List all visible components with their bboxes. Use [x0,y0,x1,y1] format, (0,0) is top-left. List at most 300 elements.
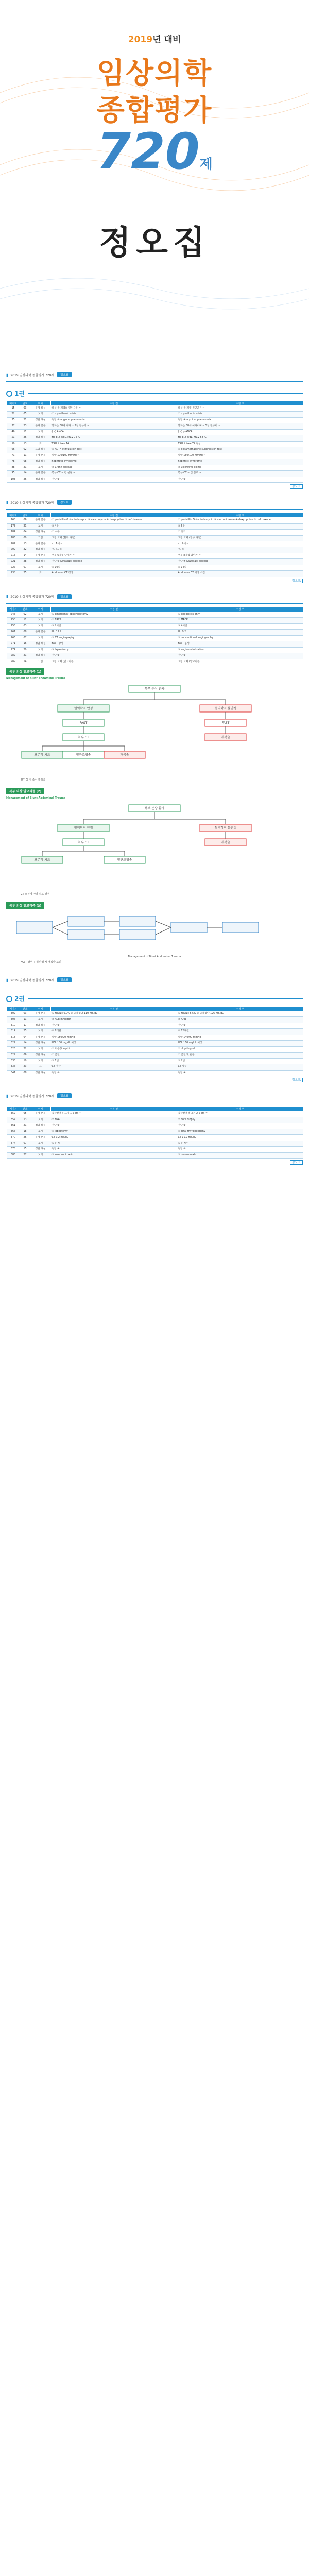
before-cell: Hb 8.2 g/dL, MCV 72 fL [51,435,177,441]
page-cell: 314 [7,1029,20,1035]
page-cell: 173 [7,523,20,529]
after-cell: ⑤ conventional angiography [177,635,303,641]
table-row [7,530,303,535]
before-cell: ⑤ 10일 [51,565,177,570]
before-cell: 환자는 38세 여자 ~ 3일 전부터 ~ [51,423,177,429]
before-cell: ① 수두 [51,530,177,535]
page-cell: 209 [7,547,20,553]
diagram-title-1: 복부 외상 알고리즘 (1) [6,668,44,675]
after-cell: ③ 6주 [177,523,303,529]
page-cell: 370 [7,1135,20,1141]
flow-node-fast-unstable: FAST [221,721,230,725]
after-cell: 정답 ② [177,653,303,659]
page-cell: 221 [7,559,20,565]
table-row [7,477,303,482]
number-cell: 17 [20,1023,30,1028]
svg-text:복부 CT: 복부 CT [78,841,89,844]
number-cell: 07 [20,1141,30,1146]
location-cell: 정답 해설 [30,1053,51,1058]
location-cell: 정답 해설 [30,653,51,659]
after-cell: ④ 12개월 [177,1029,303,1035]
location-cell: 정답 해설 [30,559,51,565]
before-cell: Abdomen CT 정상 [51,571,177,577]
table-row [7,1111,303,1117]
after-cell: ⑤ dexamethasone suppression test [177,447,303,453]
table-row [7,612,303,617]
page-tag: 정오표 [0,1076,309,1083]
cover-number: 720제 [96,123,213,180]
before-cell: 정답 ⑤ Kawasaki disease [51,559,177,565]
table-row [7,535,303,541]
table-row [7,471,303,477]
chapter-circle-icon [6,996,12,1002]
before-cell: ① HbA1c 6.0% ② 공복혈당 110 mg/dL [51,1011,177,1017]
book-icon: ▮ [6,500,9,505]
table-row [7,412,303,417]
table-row [7,1123,303,1129]
after-cell: 정답 ② [177,1123,303,1129]
location-cell: 정답 해설 [30,547,51,553]
number-cell: 04 [20,530,30,535]
table-row [7,1046,303,1052]
number-cell: 29 [20,647,30,653]
table-row [7,441,303,447]
before-cell: 정답 ① [51,1023,177,1028]
before-cell: ③ 4주 [51,523,177,529]
page-cell: 274 [7,647,20,653]
page-cell: 227 [7,565,20,570]
before-cell: (ㄱ) ANCA [51,429,177,435]
after-cell: 그림 교체 (환부 사진) [177,535,303,541]
page-cell: 329 [7,1053,20,1058]
table-header-row: 페이지 번호 위치 수정 전 수정 후 [7,401,303,406]
number-cell: 14 [20,1041,30,1046]
number-cell: 14 [20,471,30,477]
number-cell: 21 [20,465,30,470]
number-cell: 25 [20,1029,30,1035]
before-cell: ④ 6개월 [51,1029,177,1035]
page-cell: 366 [7,1129,20,1134]
before-cell: ④ lobectomy [51,1129,177,1134]
after-cell: Ca 11.2 mg/dL [177,1135,303,1141]
flow-node-laparotomy: 개복술 [221,736,230,739]
after-cell: ① antibiotics only [177,612,303,617]
svg-text:혈관조영술: 혈관조영술 [117,858,132,862]
location-cell: 보기 [30,647,51,653]
number-cell: 21 [20,653,30,659]
location-cell: 정답 해설 [30,1146,51,1152]
page-tag: 정오표 [0,483,309,489]
after-cell: TSH ↑ free T4 정상 [177,441,303,447]
page-cell: 78 [7,459,20,465]
page-cell: 374 [7,1141,20,1146]
location-cell: 문제 본문 [30,1035,51,1040]
page-cell: 383 [7,1153,20,1158]
after-cell: ⑤ 2년 [177,1058,303,1064]
before-cell: ㄴ. 1세 ~ [51,541,177,547]
after-cell: ① PTHrP [177,1141,303,1146]
book-icon: ▮ [6,372,9,377]
after-cell: ③ ARB [177,1017,303,1023]
table-row [7,559,303,565]
table-row [7,1011,303,1017]
location-cell: 문제 본문 [30,423,51,429]
after-cell: 정답 ③ [177,1023,303,1028]
number-cell: 07 [20,635,30,641]
page-cell: 306 [7,1017,20,1023]
before-cell: 생후 6개월 남아가 ~ [51,553,177,558]
after-cell: ② MRCP [177,618,303,623]
number-cell: 14 [20,553,30,558]
number-cell: 22 [20,1046,30,1052]
after-cell: LDL 160 mg/dL 이상 [177,1041,303,1046]
page-cell: 59 [7,441,20,447]
location-cell: 문제 본문 [30,1011,51,1017]
cover-year: 2019년 대비 [128,35,181,45]
location-cell: 보기 [30,523,51,529]
table-row [7,623,303,629]
after-cell: ③ angioembolization [177,647,303,653]
number-cell: 02 [20,447,30,453]
location-cell: 문제 본문 [30,453,51,459]
table-row [7,1058,303,1064]
page-cell: 250 [7,618,20,623]
page-cell: 357 [7,1117,20,1123]
location-cell: 보기 [30,623,51,629]
location-cell: 보기 [30,429,51,435]
page-cell: 184 [7,530,20,535]
table-row [7,1017,303,1023]
book-icon: ▮ [6,1093,9,1098]
table-row [7,547,303,553]
after-cell: FAST 음성 [177,641,303,647]
after-cell: 정답 ⑤ [177,1146,303,1152]
before-cell: ① myasthenic crisis [51,412,177,417]
table-row [7,423,303,429]
after-cell: (ㄱ) p-ANCA [177,429,303,435]
table-row [7,1053,303,1058]
svg-text:혈역학적 불안정: 혈역학적 불안정 [214,826,237,830]
svg-text:보존적 치료: 보존적 치료 [34,858,50,862]
chapter-heading-1: 1권 [0,385,309,401]
errata-table-2 [6,513,303,577]
page-cell: 37 [7,423,20,429]
location-cell: 정답 해설 [30,530,51,535]
number-cell: 22 [20,547,30,553]
page-cell: 95 [7,471,20,477]
flow-node-conservative: 보존적 치료 [34,753,50,757]
page-cell: 88 [7,465,20,470]
before-cell: ㄱ, ㄴ, ㄷ [51,547,177,553]
svg-text:혈역학적 안정: 혈역학적 안정 [74,826,93,830]
before-cell: 정답 ⑤ atypical pneumonia [51,417,177,423]
table-row [7,553,303,558]
location-cell: 보기 [30,1029,51,1035]
table-row [7,1070,303,1076]
number-cell: 23 [20,1064,30,1070]
diagram-title-3: 복부 외상 알고리즘 (3) [6,902,44,909]
number-cell: 08 [20,1070,30,1076]
after-cell: 혈압 160/100 mmHg ~ [177,453,303,459]
location-cell: 정답 해설 [30,477,51,482]
diagram-caption-3: Management of Blunt Abdominal Trauma [128,955,181,958]
number-cell: 08 [20,459,30,465]
table-row [7,641,303,647]
number-cell: 03 [20,623,30,629]
before-cell: Ca 9.2 mg/dL [51,1135,177,1141]
page-cell: 341 [7,1070,20,1076]
table-row [7,1041,303,1046]
before-cell: LDL 130 mg/dL 이상 [51,1041,177,1046]
location-cell: 문제 본문 [30,541,51,547]
location-cell: 보기 [30,1046,51,1052]
diagram-title-2: 복부 외상 알고리즘 (2) [6,788,44,794]
before-cell: ① PTH [51,1141,177,1146]
cover [0,0,309,371]
table-row [7,1117,303,1123]
page-cell: 282 [7,653,20,659]
location-cell: 문제 해설 [30,406,51,412]
table-row [7,459,303,465]
number-cell: 23 [20,423,30,429]
number-cell: 02 [20,612,30,617]
after-cell: ① myasthenic crisis [177,412,303,417]
table-row [7,1141,303,1146]
errata-table-3 [6,607,303,665]
after-cell: ① 홍역 [177,530,303,535]
after-cell: Hb 8.2 g/dL, MCV 68 fL [177,435,303,441]
page-cell: 378 [7,1146,20,1152]
table-row [7,618,303,623]
before-cell: 정답 ⑤ [51,1070,177,1076]
location-cell: 정답 해설 [30,459,51,465]
page-cell: 245 [7,612,20,617]
page-cell: 333 [7,1058,20,1064]
before-cell: 혈압 150/90 mmHg [51,1035,177,1040]
location-cell: 정답 해설 [30,641,51,647]
table-row [7,653,303,659]
number-cell: 03 [20,406,30,412]
number-cell: 21 [20,523,30,529]
after-cell: ① 금연 및 운동 [177,1053,303,1058]
page-header-band: ▮ 2019 임상의학 종합평가 720제 정오표 [0,371,309,378]
before-cell: nephrotic syndrome [51,459,177,465]
page-cell: 51 [7,435,20,441]
table-header-row: 페이지 번호 위치 수정 전 수정 후 [7,1107,303,1111]
location-cell: 표 [30,441,51,447]
before-cell: 정답 ② [51,477,177,482]
after-cell: 정답 ③ [177,477,303,482]
before-cell: ① penicillin G ② clindamycin ③ vancomycin ④ doxycycline ⑤ ceftriaxone [51,518,177,523]
after-cell: Abdomen CT 이상 소견 [177,571,303,577]
book-icon: ▮ [6,594,9,599]
number-cell: 05 [20,1111,30,1117]
svg-text:복부 둔상 환자: 복부 둔상 환자 [144,807,165,810]
flowchart-2 [6,802,303,889]
location-cell: 정답 해설 [30,1123,51,1129]
page-header-band: ▮ 2019 임상의학 종합평가 720제 정오표 [0,499,309,506]
flow-node-ct: 복부 CT [78,736,89,739]
table-row [7,1129,303,1134]
page-cell: 289 [7,659,20,665]
after-cell: ㄱ, ㄷ [177,547,303,553]
after-cell: ① penicillin G ② clindamycin ③ metronidazole ④ doxycycline ⑤ ceftriaxone [177,518,303,523]
before-cell: 복부 CT ~ 간 실질 ~ [51,471,177,477]
flow-node-fast: FAST [79,721,88,725]
location-cell: 보기 [30,612,51,617]
cover-title-line1: 임상의학 [96,57,213,90]
before-cell: 해설 중 폐렴의 원인균은 ~ [51,406,177,412]
diagram-footnote-3: FAST 양성 + 불안정 시 개복술 고려 [21,961,61,964]
location-cell: 문제 본문 [30,471,51,477]
location-cell: 정답 해설 [30,435,51,441]
after-cell: ③ ulcerative colitis [177,465,303,470]
number-cell: 26 [20,435,30,441]
location-cell: 문제 본문 [30,553,51,558]
number-cell: 15 [20,1146,30,1152]
table-row [7,541,303,547]
location-cell: 보기 [30,1058,51,1064]
location-cell: 보기 [30,1141,51,1146]
table-header-row: 페이지 번호 위치 수정 전 수정 후 [7,513,303,518]
location-cell: 그림 [30,535,51,541]
page-cell: 255 [7,623,20,629]
before-cell: ⑤ zoledronic acid [51,1153,177,1158]
before-cell: ⑤ 1년 [51,1058,177,1064]
before-cell: ① 금연 [51,1053,177,1058]
page-cell: 302 [7,1011,20,1017]
table-row [7,1064,303,1070]
cover-errata-label: 정오집 [99,224,210,262]
location-cell: 정답 해설 [30,1023,51,1028]
location-cell: 표 [30,1064,51,1070]
before-cell: 갑상선결절 크기 1.5 cm ~ [51,1111,177,1117]
location-cell: 정답 해설 [30,1041,51,1046]
page-cell: 103 [7,477,20,482]
errata-table-4 [6,1006,303,1076]
table-row [7,571,303,577]
before-cell: FAST 양성 [51,641,177,647]
after-cell: 혈압 140/90 mmHg [177,1035,303,1040]
number-cell: 03 [20,1011,30,1017]
page-cell: 238 [7,571,20,577]
number-cell: 09 [20,535,30,541]
flow-node-unstable: 혈역학적 불안정 [214,707,237,710]
diagram-footnote-1: 불안정 시 즉시 개복술 [21,778,46,782]
table-row [7,1029,303,1035]
flow-node-start: 복부 둔상 환자 [144,687,165,691]
table-row [7,1023,303,1028]
table-row [7,435,303,441]
location-cell: 오답 해설 [30,447,51,453]
table-header-row: 페이지 번호 위치 수정 전 수정 후 [7,607,303,612]
before-cell: ① emergency appendectomy [51,612,177,617]
after-cell: ⑤ denosumab [177,1153,303,1158]
number-cell: 13 [20,441,30,447]
before-cell: 혈압 170/100 mmHg ~ [51,453,177,459]
number-cell: 08 [20,630,30,635]
location-cell: 정답 해설 [30,1070,51,1076]
after-cell: 갑상선결절 크기 2.5 cm ~ [177,1111,303,1117]
table-row [7,647,303,653]
page-cell: 271 [7,641,20,647]
location-cell: 보기 [30,1117,51,1123]
page-cell: 22 [7,412,20,417]
page-cell: 215 [7,553,20,558]
page-cell: 266 [7,635,20,641]
before-cell: 그림 교체 (환부 사진) [51,535,177,541]
after-cell: ④ total thyroidectomy [177,1129,303,1134]
flow-node-angio: 혈관조영술 [76,753,91,757]
page-cell: 336 [7,1064,20,1070]
location-cell: 보기 [30,1129,51,1134]
flow-node-stable: 혈역학적 안정 [74,707,93,710]
after-cell: 생후 8개월 남아가 ~ [177,553,303,558]
before-cell: ② FNA [51,1117,177,1123]
cover-title-line2: 종합평가 [96,94,213,127]
table-row [7,1035,303,1040]
after-cell: 환자는 38세 여자이며 ~ 5일 전부터 ~ [177,423,303,429]
location-cell: 표 [30,571,51,577]
table-row [7,417,303,423]
number-cell: 21 [20,1123,30,1129]
table-row [7,565,303,570]
before-cell: ③ ACE inhibitor [51,1017,177,1023]
number-cell: 27 [20,1153,30,1158]
number-cell: 28 [20,559,30,565]
table-row [7,447,303,453]
table-row [7,1146,303,1152]
after-cell: ③ 4시간 [177,623,303,629]
before-cell: 그림 교체 (알고리즘) [51,659,177,665]
table-row [7,1135,303,1141]
page-cell: 66 [7,447,20,453]
diagram-footnote-2: CT 소견에 따라 치료 결정 [21,893,50,896]
diagram-subtitle-2: Management of Blunt Abdominal Trauma [6,796,66,800]
number-cell: 06 [20,1053,30,1058]
after-cell: Hb 9.2 [177,630,303,635]
after-cell: 정답 ④ [177,1070,303,1076]
number-cell: 13 [20,1117,30,1123]
page-cell: 35 [7,417,20,423]
after-cell: Ca 상승 [177,1064,303,1070]
before-cell: ③ Crohn disease [51,465,177,470]
number-cell: 19 [20,1058,30,1064]
before-cell: ③ laparotomy [51,647,177,653]
number-cell: 05 [20,412,30,417]
table-row [7,406,303,412]
page-header-band: ▮ 2019 임상의학 종합평가 720제 정오표 [0,593,309,600]
page-cell: 186 [7,535,20,541]
before-cell: ② ERCP [51,618,177,623]
page-cell: 46 [7,429,20,435]
svg-text:개복술: 개복술 [221,841,230,844]
before-cell: ⑤ ACTH stimulation test [51,447,177,453]
number-cell: 26 [20,477,30,482]
page-cell: 322 [7,1041,20,1046]
before-cell: Hb 11.2 [51,630,177,635]
before-cell: ⑤ CT angiography [51,635,177,641]
after-cell: ⑤ 14일 [177,565,303,570]
page-tag: 정오표 [0,1159,309,1165]
errata-table-1 [6,401,303,483]
number-cell: 14 [20,659,30,665]
location-cell: 보기 [30,1017,51,1023]
number-cell: 16 [20,641,30,647]
number-cell: 11 [20,429,30,435]
page-cell: 318 [7,1035,20,1040]
after-cell: ① HbA1c 6.5% ② 공복혈당 126 mg/dL [177,1011,303,1017]
